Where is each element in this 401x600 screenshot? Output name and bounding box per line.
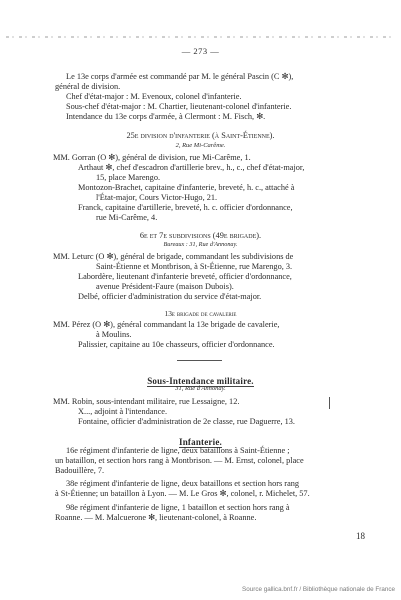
- division-heading: 25e division d'infanterie (à Saint-Étienne).: [126, 131, 275, 140]
- subdivisions-heading: 6e et 7e subdivisions (49e brigade).: [139, 231, 262, 240]
- division-line: 15, place Marengo.: [96, 173, 161, 182]
- subdivisions-line: Labordère, lieutenant d'infanterie breveté, officier d'ordonnance,: [78, 272, 292, 281]
- intro-line: Chef d'état-major : M. Evenoux, colonel d'infanterie.: [66, 92, 242, 101]
- division-line: MM. Gorran (O ✻), général de division, rue Mi-Carême, 1.: [53, 153, 251, 162]
- signature-number: 18: [356, 531, 365, 541]
- sous-intendance-line: Fontaine, officier d'administration de 2e classe, rue Daguerre, 13.: [78, 417, 295, 426]
- intro-line: général de division.: [55, 82, 121, 91]
- scan-edge-artifact: [6, 36, 395, 38]
- subdivisions-line: MM. Leturc (O ✻), général de brigade, commandant les subdivisions de: [53, 252, 294, 261]
- sous-intendance-line: MM. Robin, sous-intendant militaire, rue Lessaigne, 12.: [53, 397, 240, 406]
- infanterie-line: Roanne. — M. Malcuerone ✻, lieutenant-colonel, à Roanne.: [55, 513, 257, 522]
- cavalry-heading: 13e brigade de cavalerie: [164, 309, 237, 318]
- cavalry-line: Palissier, capitaine au 10e chasseurs, officier d'ordonnance.: [78, 340, 275, 349]
- subdivisions-line: avenue Président-Faure (maison Dubois).: [96, 282, 234, 291]
- infanterie-line: à St-Étienne; un bataillon à Lyon. — M. Le Gros ✻, colonel, r. Michelet, 57.: [55, 489, 310, 498]
- subdivisions-address: Bureaux : 31, Rue d'Annonay.: [163, 241, 238, 248]
- division-line: Arthaut ✻, chef d'escadron d'artillerie brev., h., c., chef d'état-major,: [78, 163, 305, 172]
- division-line: Montozon-Brachet, capitaine d'infanterie, breveté, h. c., attaché à: [78, 183, 295, 192]
- division-line: l'État-major, Cours Victor-Hugo, 21.: [96, 193, 218, 202]
- subdivisions-line: Saint-Étienne et Montbrison, à St-Étienne, rue Marengo, 3.: [96, 262, 293, 271]
- sous-intendance-heading: Sous-Intendance militaire.: [147, 376, 254, 386]
- cavalry-line: MM. Pérez (O ✻), général commandant la 13e brigade de cavalerie,: [53, 320, 280, 329]
- subdivisions-line: Delbé, officier d'administration du service d'état-major.: [78, 292, 262, 301]
- infanterie-line: 38e régiment d'infanterie de ligne, deux bataillons et section hors rang: [66, 479, 300, 488]
- intro-line: Le 13e corps d'armée est commandé par M. le général Pascin (C ✻),: [66, 72, 294, 81]
- division-line: rue Mi-Carême, 4.: [96, 213, 158, 222]
- infanterie-line: un bataillon, et section hors rang à Montbrison. — M. Ernst, colonel, place: [55, 456, 304, 465]
- infanterie-line: 16e régiment d'infanterie de ligne, deux bataillons à Saint-Étienne ;: [66, 446, 290, 455]
- division-line: Franck, capitaine d'artillerie, breveté, h. c. officier d'ordonnance,: [78, 203, 293, 212]
- infanterie-line: 98e régiment d'infanterie de ligne, 1 bataillon et section hors rang à: [66, 503, 290, 512]
- intro-line: Sous-chef d'état-major : M. Chartier, lieutenant-colonel d'infanterie.: [66, 102, 292, 111]
- sous-intendance-address: 31, Rue d'Annonay.: [175, 385, 226, 392]
- infanterie-heading: Infanterie.: [179, 437, 222, 447]
- infanterie-line: Badouillère, 7.: [55, 466, 105, 475]
- division-address: 2, Rue Mi-Carême.: [175, 142, 226, 149]
- section-divider: [177, 360, 222, 361]
- sous-intendance-line: X..., adjoint à l'intendance.: [78, 407, 168, 416]
- intro-line: Intendance du 13e corps d'armée, à Clermont : M. Fisch, ✻.: [66, 112, 266, 121]
- source-credit: Source gallica.bnf.fr / Bibliothèque nationale de France: [242, 586, 395, 593]
- margin-mark: [329, 397, 330, 409]
- page-number: — 273 —: [181, 46, 220, 56]
- cavalry-line: à Moulins.: [96, 330, 132, 339]
